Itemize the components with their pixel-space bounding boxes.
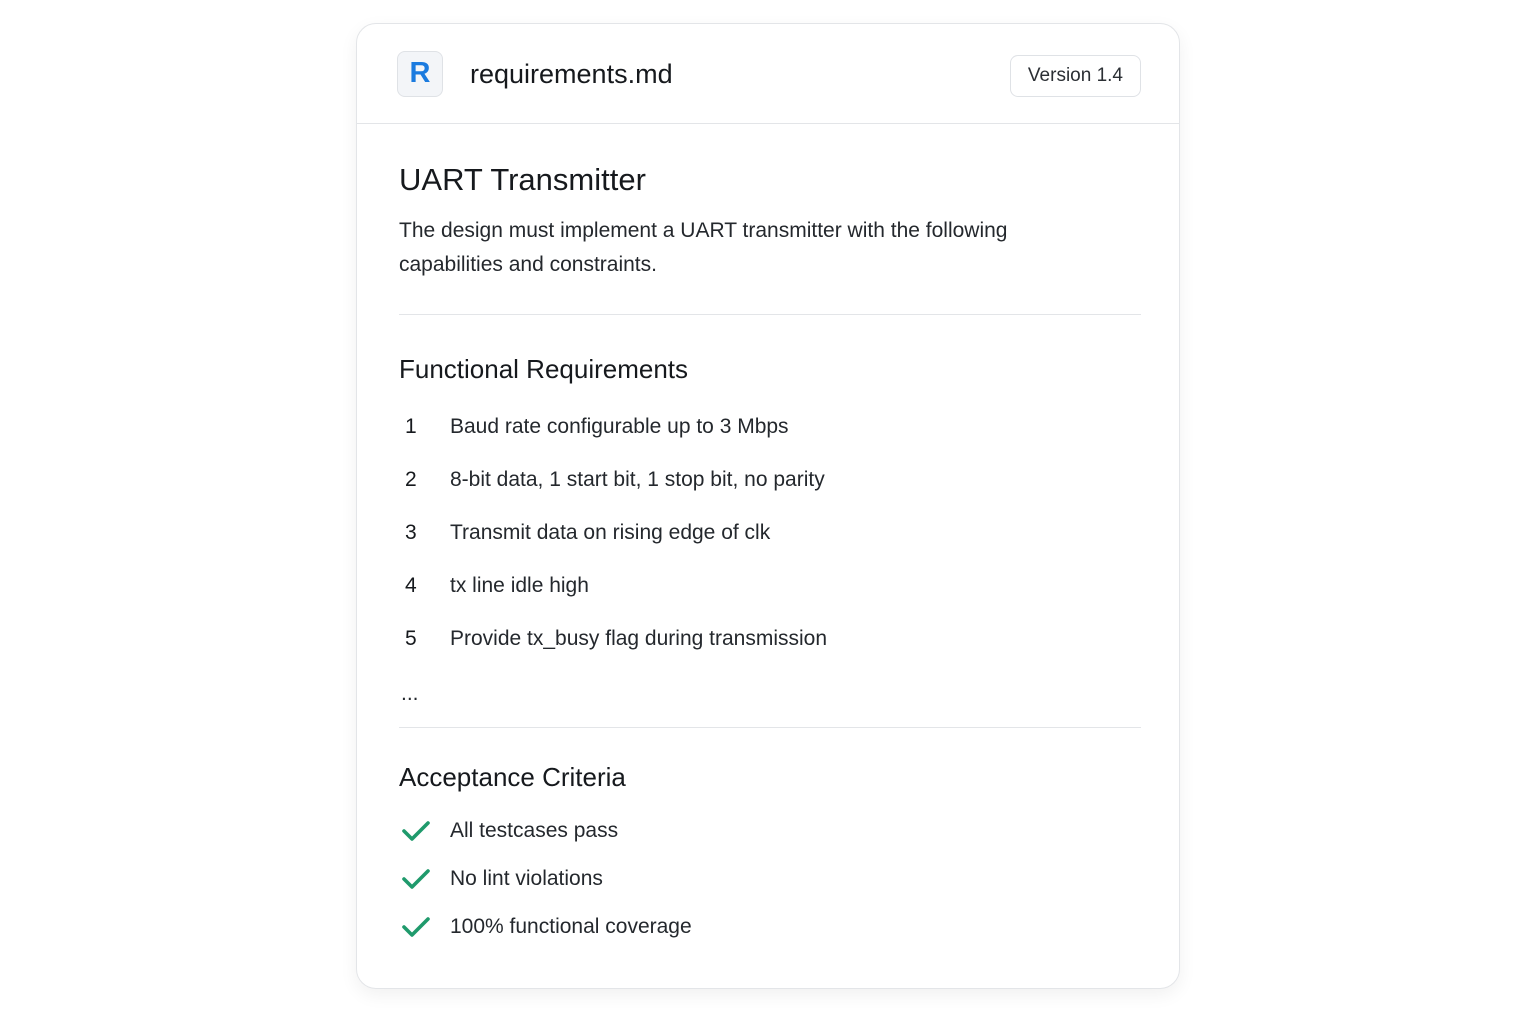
file-name: requirements.md: [470, 59, 673, 89]
item-number: 4: [405, 574, 417, 597]
version-badge[interactable]: Version 1.4: [1010, 55, 1141, 97]
check-icon: [401, 866, 431, 892]
item-number: 5: [405, 627, 417, 650]
item-number: 3: [405, 521, 417, 544]
item-text: tx line idle high: [450, 574, 589, 597]
document-card: [356, 23, 1180, 989]
document-intro: The design must implement a UART transmitter with the following capabilities and constraints.: [399, 219, 1008, 276]
file-logo: R: [397, 51, 443, 97]
criterion-text: 100% functional coverage: [450, 915, 692, 938]
item-number: 2: [405, 468, 417, 491]
criterion-text: All testcases pass: [450, 819, 619, 842]
item-text: Transmit data on rising edge of clk: [450, 521, 771, 544]
check-icon: [401, 818, 431, 844]
item-number: 1: [405, 415, 417, 438]
check-icon: [401, 914, 431, 940]
acceptance-criteria-heading: Acceptance Criteria: [399, 762, 626, 792]
document-title: UART Transmitter: [399, 162, 646, 197]
item-text: 8-bit data, 1 start bit, 1 stop bit, no parity: [450, 468, 825, 491]
functional-requirements-heading: Functional Requirements: [399, 354, 689, 384]
more-items-ellipsis: ...: [401, 682, 419, 705]
file-header: [357, 24, 1179, 124]
divider: [399, 727, 1141, 728]
item-text: Provide tx_busy flag during transmission: [450, 627, 828, 650]
divider: [399, 314, 1141, 315]
item-text: Baud rate configurable up to 3 Mbps: [450, 415, 789, 438]
criterion-text: No lint violations: [450, 867, 603, 890]
